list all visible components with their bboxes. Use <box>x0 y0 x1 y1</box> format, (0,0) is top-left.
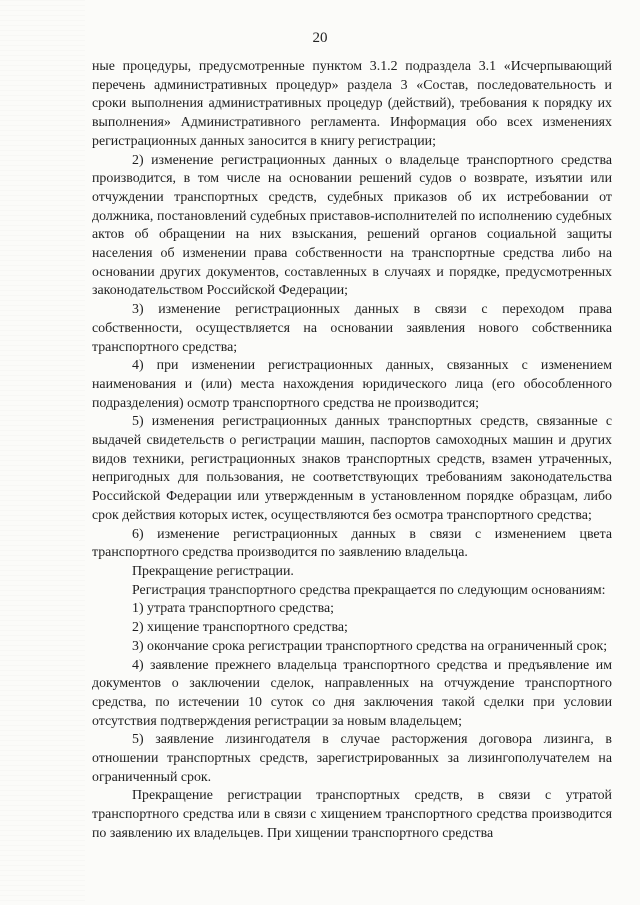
paragraph-item-5-document-replacement: 5) изменения регистрационных данных транспортных средств, связанные с выдачей свидетельств о регистрации машин, паспортов самоходных машин и других видов техники, регистрационных знаков транспортных средств, взамен утраченных, непригодных для пользования, не соответствующих требованиям законодательства Российской Федерации или утвержденным в установленном порядке образцам, либо срок действия которых истек, осуществляются без осмотра транспортного средства; <box>92 414 612 523</box>
paragraph-section-heading: Прекращение регистрации. <box>132 563 294 579</box>
paragraph-item-6-color-change: 6) изменение регистрационных данных в связи с изменением цвета транспортного средства производится по заявлению владельца. <box>92 526 612 561</box>
paragraph-termination-procedure: Прекращение регистрации транспортных средств, в связи с утратой транспортного средства или в связи с хищением транспортного средства производится по заявлению их владельцев. При хищении транспортного средства <box>92 788 612 841</box>
paragraph-ground-2: 2) хищение транспортного средства; <box>132 620 348 636</box>
paragraph-item-2-owner-data-change: 2) изменение регистрационных данных о владельце транспортного средства производится, в том числе на основании решений судов о возврате, изъятии или отчуждении транспортных средств, судебных приказов об их истребовании от должника, постановлений судебных приставов-исполнителей по исполнению судебных актов об обращении на них взыскания, решений органов социальной защиты населения об изменении права собственности на транспортные средства либо на основании других документов, составленных в случаях и порядке, предусмотренных законодательством Российской Федерации; <box>92 152 612 299</box>
paragraph-ground-1: 1) утрата транспортного средства; <box>132 601 334 617</box>
paragraph-ground-5: 5) заявление лизингодателя в случае расторжения договора лизинга, в отношении транспортных средств, зарегистрированных за лизингополучателем на ограниченный срок. <box>92 732 612 785</box>
paragraph-item-3-ownership-transfer: 3) изменение регистрационных данных в связи с переходом права собственности, осуществляется на основании заявления нового собственника транспортного средства; <box>92 302 612 355</box>
document-body <box>92 58 612 844</box>
page-number: 20 <box>312 30 328 46</box>
paragraph-continuation: ные процедуры, предусмотренные пунктом 3.1.2 подраздела 3.1 «Исчерпывающий перечень административных процедур» раздела 3 «Состав, последовательность и сроки выполнения административных процедур (действий), требования к порядку их выполнения» Административного регламента. Информация обо всех изменениях регистрационных данных заносится в книгу регистрации; <box>92 59 612 149</box>
paragraph-ground-4: 4) заявление прежнего владельца транспортного средства и предъявление им документов о заключении сделок, направленных на отчуждение транспортного средства, по истечении 10 суток со дня заключения такой сделки при условии отсутствия подтверждения регистрации за новым владельцем; <box>92 657 612 729</box>
scan-margin-noise <box>0 0 85 905</box>
paragraph-ground-3: 3) окончание срока регистрации транспортного средства на ограниченный срок; <box>132 638 608 654</box>
paragraph-item-4-legal-entity-change: 4) при изменении регистрационных данных, связанных с изменением наименования и (или) места нахождения юридического лица (его обособленного подразделения) осмотр транспортного средства не производится; <box>92 358 612 411</box>
paragraph-termination-grounds: Регистрация транспортного средства прекращается по следующим основаниям: <box>132 582 606 598</box>
